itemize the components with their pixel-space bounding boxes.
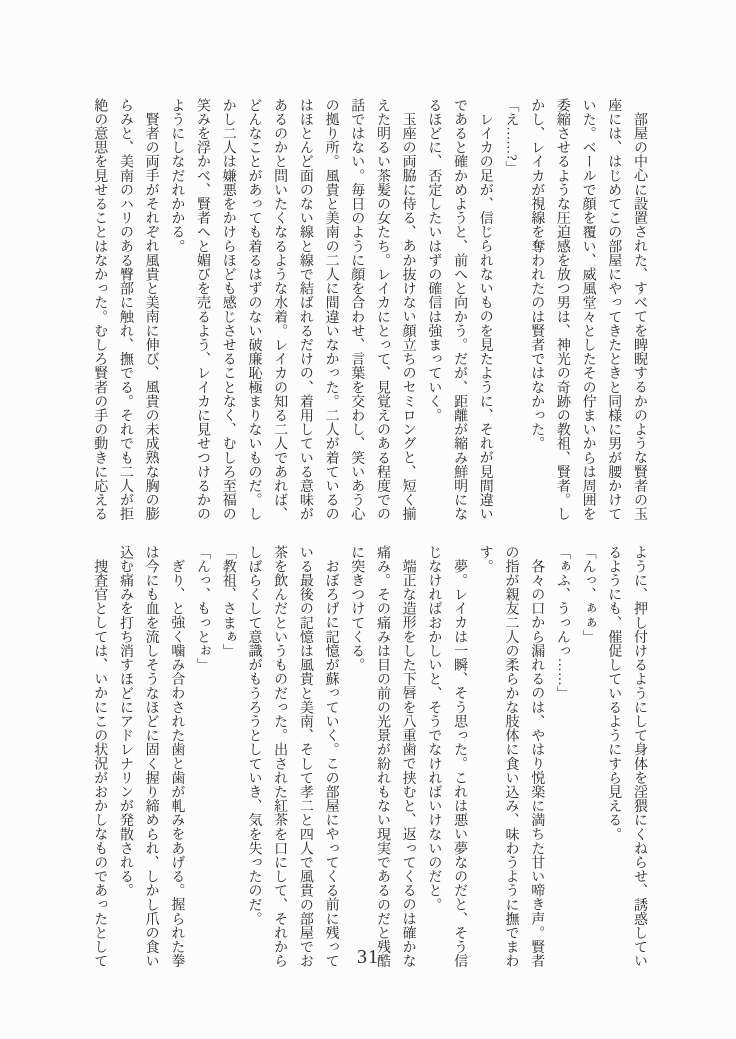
- paragraph: ように、押し付けるようにして身体を淫猥にくねらせ、誘惑しているようにも、催促しているようにすら見える。: [606, 545, 647, 968]
- paragraph: レイカの足が、信じられないものを見たように、それが見間違いであると確かめようと、前へと向かう。だが、距離が縮み鮮明になるほどに、否定したいはずの確信は強まっていく。: [426, 98, 493, 521]
- top-text-block: [84, 98, 652, 522]
- paragraph: ぎり、と強く噛み合わされた歯と歯が軋みをあげる。握られた拳は今にも血を流しそうなほどに固く握り締められ、しかし爪の食い込む痛みを打ち消すほどにアドレナリンが発散される。: [117, 545, 185, 968]
- paragraph: 賢者の両手がそれぞれ風貴と美南に伸び、風貴の未成熟な胸の膨らみと、美南のハリのある臀部に触れ、撫でる。それでも二人が拒絶の意思を見せることはなかった。むしろ賢者の手の動きに応える: [92, 98, 159, 521]
- paragraph: 夢。レイカは一瞬、そう思った。これは悪い夢なのだと、そう信じなければおかしいと、そうでなければいけないのだと。: [426, 545, 468, 968]
- paragraph: 捜査官としては、いかにこの状況がおかしなものであったとして: [92, 559, 108, 968]
- paragraph: おぼろげに記憶が蘇っていく。この部屋にやってくる前に残っている最後の記憶は風貴と美南、そして孝二と四人で風貴の部屋でお茶を飲んだというものだった。出された紅茶を口にして、それからしばらくして意識がもうろうとしていき、気を失ったのだ。: [246, 545, 339, 968]
- dialogue-line: 「え……?」: [503, 98, 519, 175]
- paragraph: 部屋の中心に設置された、すべてを睥睨するかのような賢者の玉座には、はじめてこの部屋にやってきたときと同様に男が腰かけていた。ベールで顔を覆い、威風堂々としたその佇まいからは周囲を委縮させるような圧迫感を放つ男は、神光の奇跡の教祖、賢者。しかし、レイカが視線を奪われたのは賢者ではなかった。: [529, 98, 647, 521]
- paragraph: 端正な造形をした下唇を八重歯で挟むと、返ってくるのは確かな痛み。その痛みは目の前の光景が紛れもない現実であるのだと残酷に突きつけてくる。: [349, 545, 416, 968]
- bottom-text-block: [84, 545, 652, 969]
- page-number: 31: [357, 946, 379, 968]
- dialogue-line: 「んっ、もっとぉ」: [195, 545, 211, 672]
- dialogue-line: 「んっ、ぁぁ」: [580, 545, 596, 644]
- paragraph: 玉座の両脇に侍る、あか抜けない顔立ちのセミロングと、短く揃えた明るい茶髪の女たち。レイカにとって、見覚えのある程度での話ではない。毎日のように顔を合わせ、言葉を交わし、笑いあう心の拠り所。風貴と美南の二人に間違いなかった。二人が着ているのはほとんど面のない線と線で結ばれるだけの、着用している意味があるのかと問いたくなるような水着。レイカの知る二人であれば、どんなことがあっても着るはずのない破廉恥極まりないものだ。しかし二人は嫌悪をかけらほども感じさせることなく、むしろ至福の笑みを浮かべ、賢者へと媚びを売るよう、レイカに見せつけるかのようにしなだれかかる。: [169, 98, 416, 521]
- paragraph: 各々の口から漏れるのは、やはり悦楽に満ちた甘い啼き声。賢者の指が親友二人の柔らかな肢体に食い込み、味わうように撫でまわす。: [477, 545, 545, 968]
- dialogue-line: 「教祖、さまぁ」: [220, 545, 236, 658]
- dialogue-line: 「ぁふ、うっんっ……」: [554, 545, 570, 701]
